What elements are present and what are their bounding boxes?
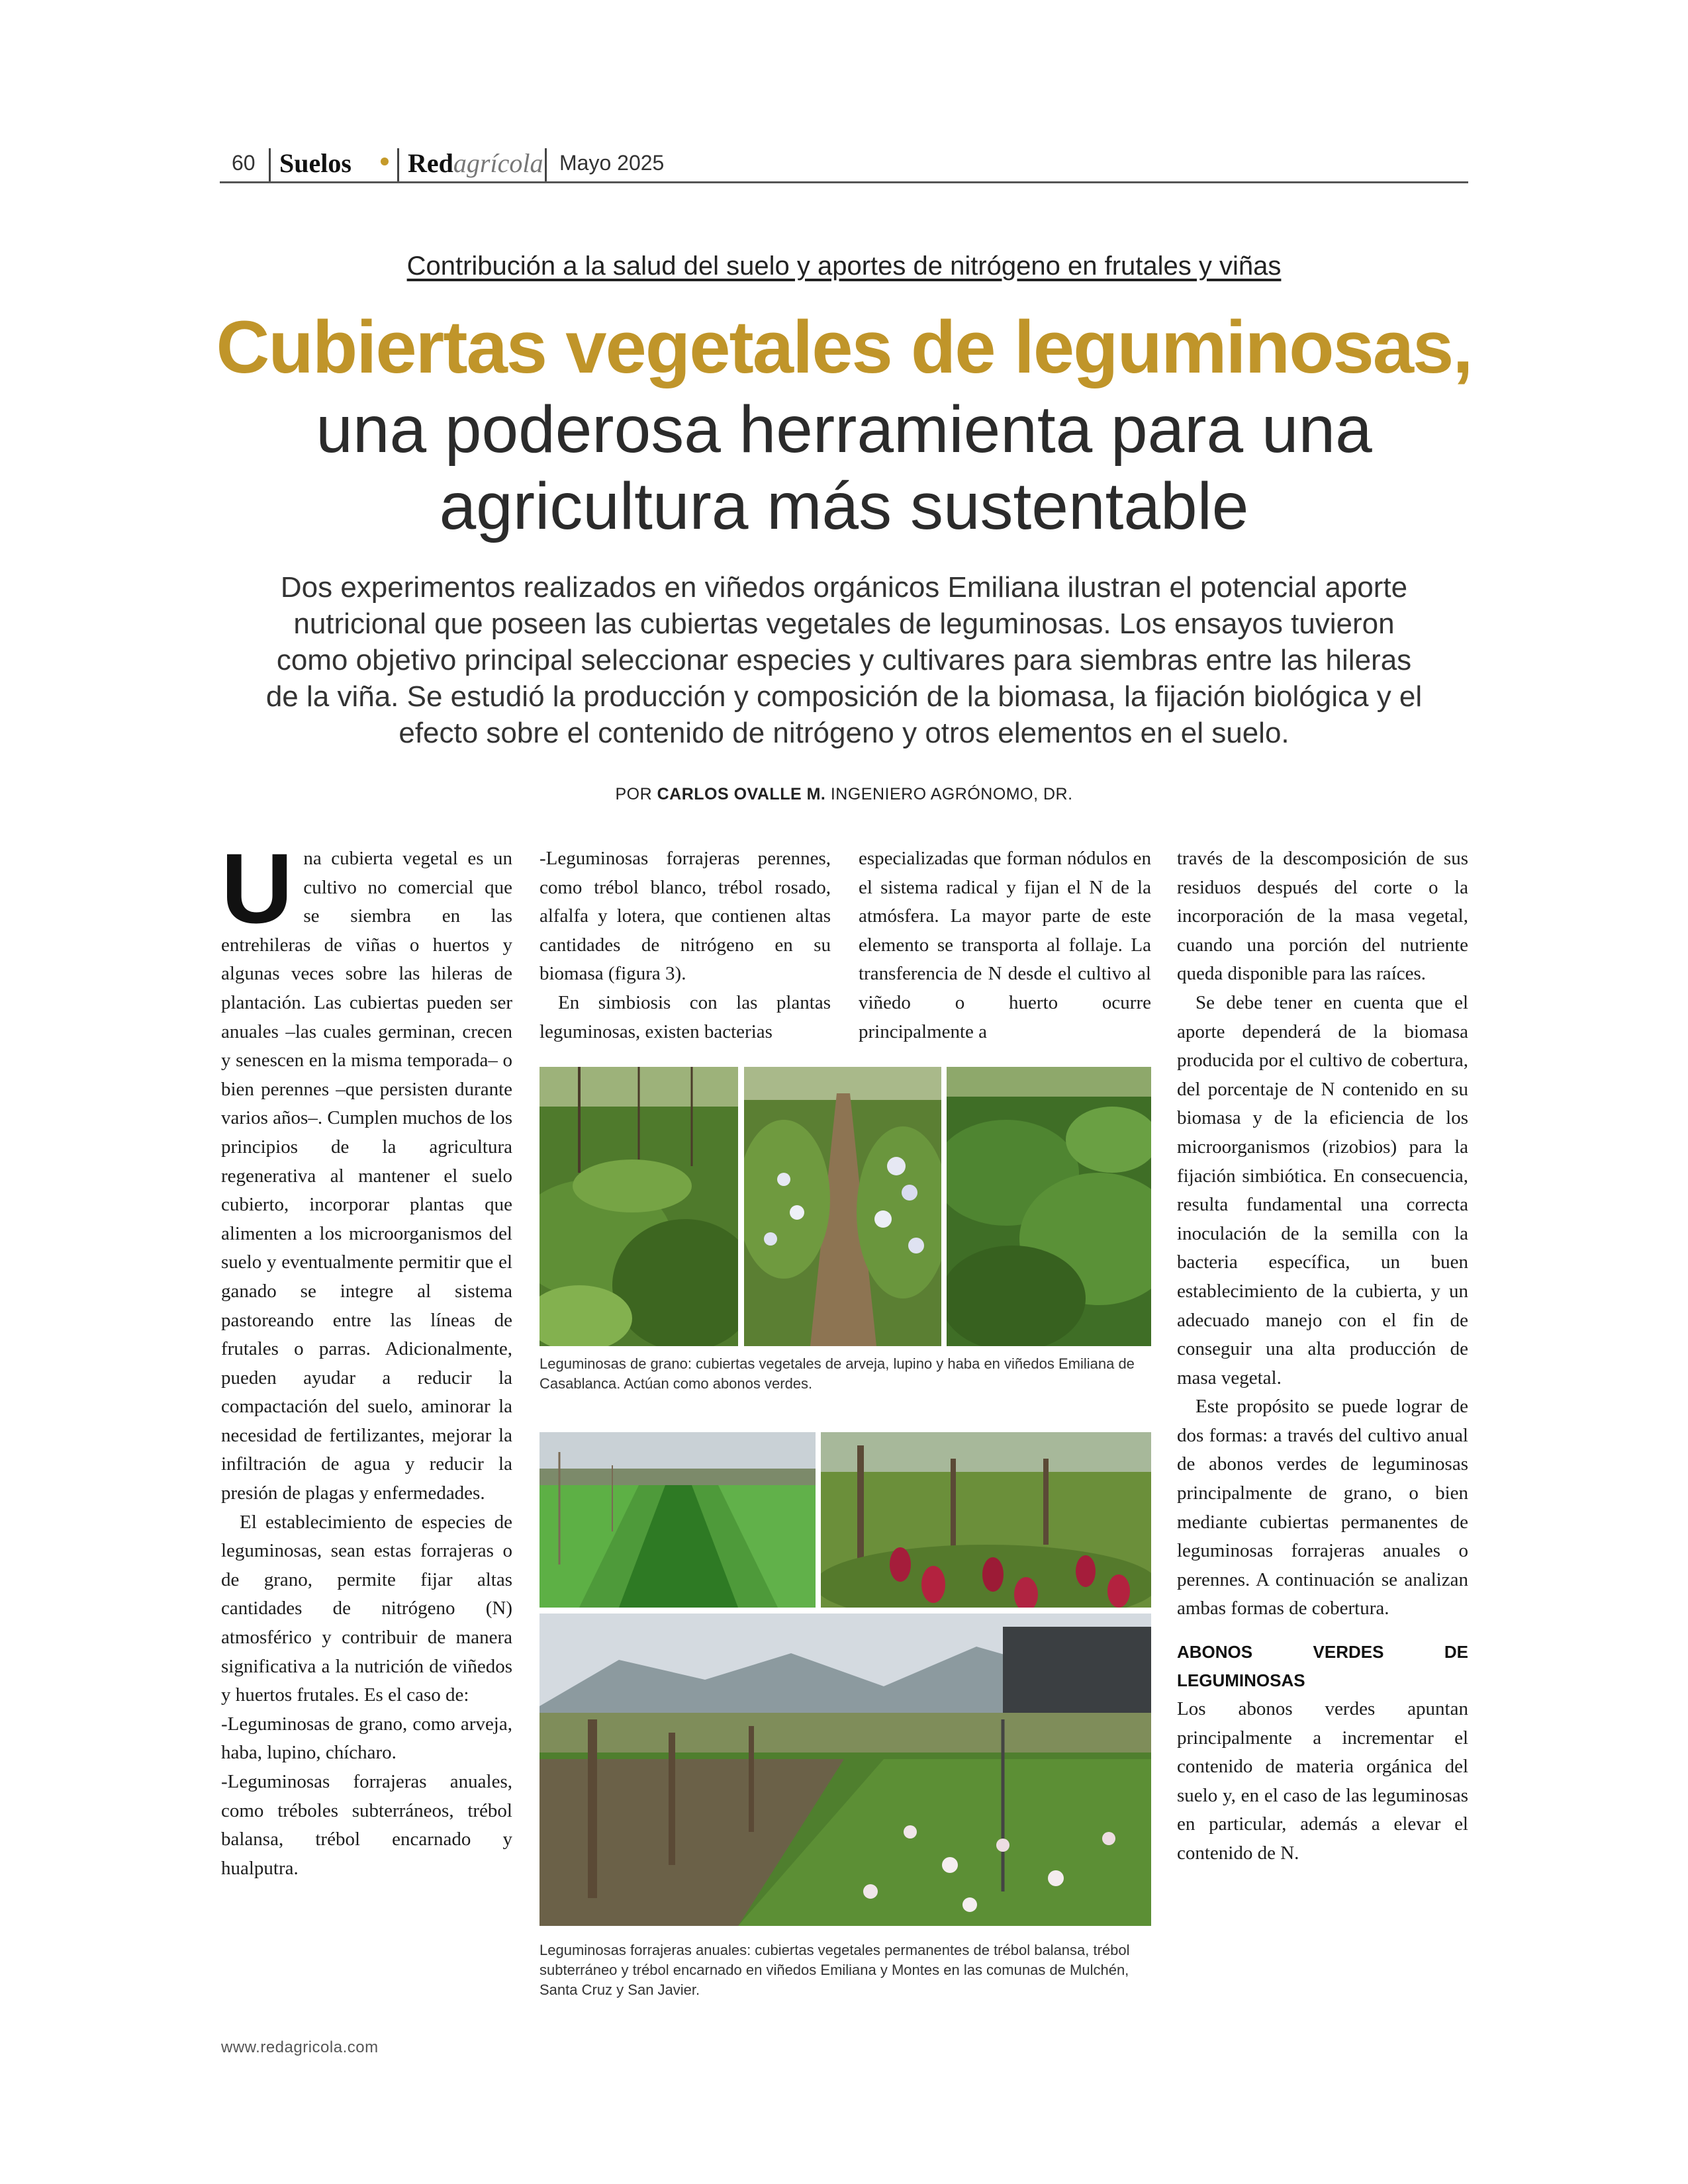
body-column-1 <box>221 833 512 1883</box>
header-divider <box>397 148 399 183</box>
issue-date: Mayo 2025 <box>559 150 665 175</box>
article-kicker <box>220 251 1468 281</box>
paragraph: -Leguminosas de grano, como arveja, haba, lupino, chícharo. <box>221 1713 512 1764</box>
section-dot-icon <box>381 158 389 165</box>
paragraph <box>221 833 512 1508</box>
body-column-4 <box>1177 844 1468 1868</box>
paragraph: El establecimiento de especies de leguminosas, sean estas forrajeras o de grano, permite fijar altas cantidades de nitrógeno (N) atmosférico y contribuir de manera significativa a la nutrición de viñedos y huertos frutales. Es el caso de: <box>221 1511 512 1706</box>
logo-text-red: Red <box>408 148 453 178</box>
paragraph: -Leguminosas forrajeras perennes, como trébol blanco, trébol rosado, alfalfa y lotera, que contienen altas cantidades de nitrógeno en su biomasa (figura 3). <box>539 848 831 985</box>
section-subhead: ABONOS VERDES DE LEGUMINOSAS <box>1177 1642 1468 1691</box>
photo-crimson-clover <box>821 1432 1151 1608</box>
paragraph: Los abonos verdes apuntan principalmente a incrementar el contenido de materia orgánica del suelo y, en el caso de las leguminosas en particular, además a elevar el contenido de N. <box>1177 1698 1468 1864</box>
paragraph: través de la descomposición de sus residuos después del corte o la incorporación de la masa vegetal, cuando una porción del nutriente queda disponible para las raíces. <box>1177 848 1468 985</box>
photo-pea-cover <box>539 1067 738 1346</box>
byline-title: INGENIERO AGRÓNOMO, DR. <box>830 785 1073 803</box>
paragraph: especializadas que forman nódulos en el sistema radical y fijan el N de la atmósfera. La mayor parte de este elemento se transporta al follaje. La transferencia de N desde el cultivo al viñedo o huerto ocurre principalmente a <box>859 848 1151 1042</box>
byline <box>220 785 1468 804</box>
paragraph-text: na cubierta vegetal es un cultivo no comercial que se siembra en las entrehileras de viñas o huertos y algunas veces sobre las hileras de plantación. Las cubiertas pueden ser anuales –las cuales germinan, crecen y senescen en la misma temporada– o bien perennes –que persisten durante varios años–. Cumplen muchos de los principios de la agricultura regenerativa al mantener el suelo cubierto, incorporar plantas que alimenten a los microorganismos del suelo y eventualmente permitir que el ganado se integre al sistema pastoreando entre las líneas de frutales o parras. Adicionalmente, pueden ayudar a reducir la compactación del suelo, aminorar la necesidad de fertilizantes, mejorar la infiltración de agua y reducir la presión de plagas y enfermedades. <box>221 848 512 1504</box>
article-title: Cubiertas vegetales de leguminosas, <box>216 306 1472 388</box>
kicker-text: Contribución a la salud del suelo y aportes de nitrógeno en frutales y viñas <box>406 251 1282 281</box>
body-column-3 <box>859 844 1151 1046</box>
article-lead: Dos experimentos realizados en viñedos orgánicos Emiliana ilustran el potencial aporte nutricional que poseen las cubiertas vegetales de leguminosas. Los ensayos tuvieron como objetivo principal seleccionar especies y cultivares para siembras entre las hileras de la viña. Se estudió la producción y composición de la biomasa, la fijación biológica y el efecto sobre el contenido de nitrógeno y otros elementos en el suelo. <box>265 571 1423 749</box>
logo-text-agricola: agrícola <box>453 148 543 178</box>
photo-subterranean-clover-vineyard <box>539 1614 1151 1926</box>
magazine-logo <box>408 144 543 181</box>
photo-lupin-cover <box>744 1067 941 1346</box>
header-divider <box>545 148 547 183</box>
footer-url: www.redagricola.com <box>221 2038 379 2056</box>
page-header <box>220 144 1468 183</box>
photo-balansa-clover-rows <box>539 1432 816 1608</box>
article-subtitle-line: agricultura más sustentable <box>439 469 1249 543</box>
figure-caption-1: Leguminosas de grano: cubiertas vegetales de arveja, lupino y haba en viñedos Emiliana de Casablanca. Actúan como abonos verdes. <box>539 1355 1135 1392</box>
figure-caption-2: Leguminosas forrajeras anuales: cubiertas vegetales permanentes de trébol balansa, trébol subterráneo y trébol encarnado en viñedos Emiliana y Montes en las comunas de Mulchén, Santa Cruz y San Javier. <box>539 1942 1130 1998</box>
paragraph: En simbiosis con las plantas leguminosas, existen bacterias <box>539 991 831 1042</box>
paragraph: Este propósito se puede lograr de dos formas: a través del cultivo anual de abonos verdes de leguminosas principalmente de grano, o bien mediante cubiertas permanentes de leguminosas forrajeras anuales o perennes. A continuación se analizan ambas formas de cobertura. <box>1177 1396 1468 1619</box>
drop-cap: U <box>221 833 293 944</box>
article-subtitle-line: una poderosa herramienta para una <box>316 392 1372 467</box>
body-column-2 <box>539 844 831 1046</box>
byline-author: CARLOS OVALLE M. <box>657 785 826 803</box>
paragraph: -Leguminosas forrajeras anuales, como tréboles subterráneos, trébol balansa, trébol encarnado y hualputra. <box>221 1771 512 1879</box>
byline-prefix: POR <box>615 785 653 803</box>
header-divider <box>269 148 271 183</box>
paragraph: Se debe tener en cuenta que el aporte dependerá de la biomasa producida por el cultivo de cobertura, del porcentaje de N contenido en su biomasa y de la eficiencia de los microorganismos (rizobios) para la fijación simbiótica. En consecuencia, resulta fundamental una correcta inoculación de la semilla con la bacteria específica, un buen establecimiento de la cubierta, y un adecuado manejo con el fin de conseguir una alta producción de masa vegetal. <box>1177 991 1468 1388</box>
page-number: 60 <box>232 150 256 175</box>
header-rule <box>220 181 1468 183</box>
photo-faba-cover <box>947 1067 1151 1346</box>
section-name: Suelos <box>279 148 352 178</box>
